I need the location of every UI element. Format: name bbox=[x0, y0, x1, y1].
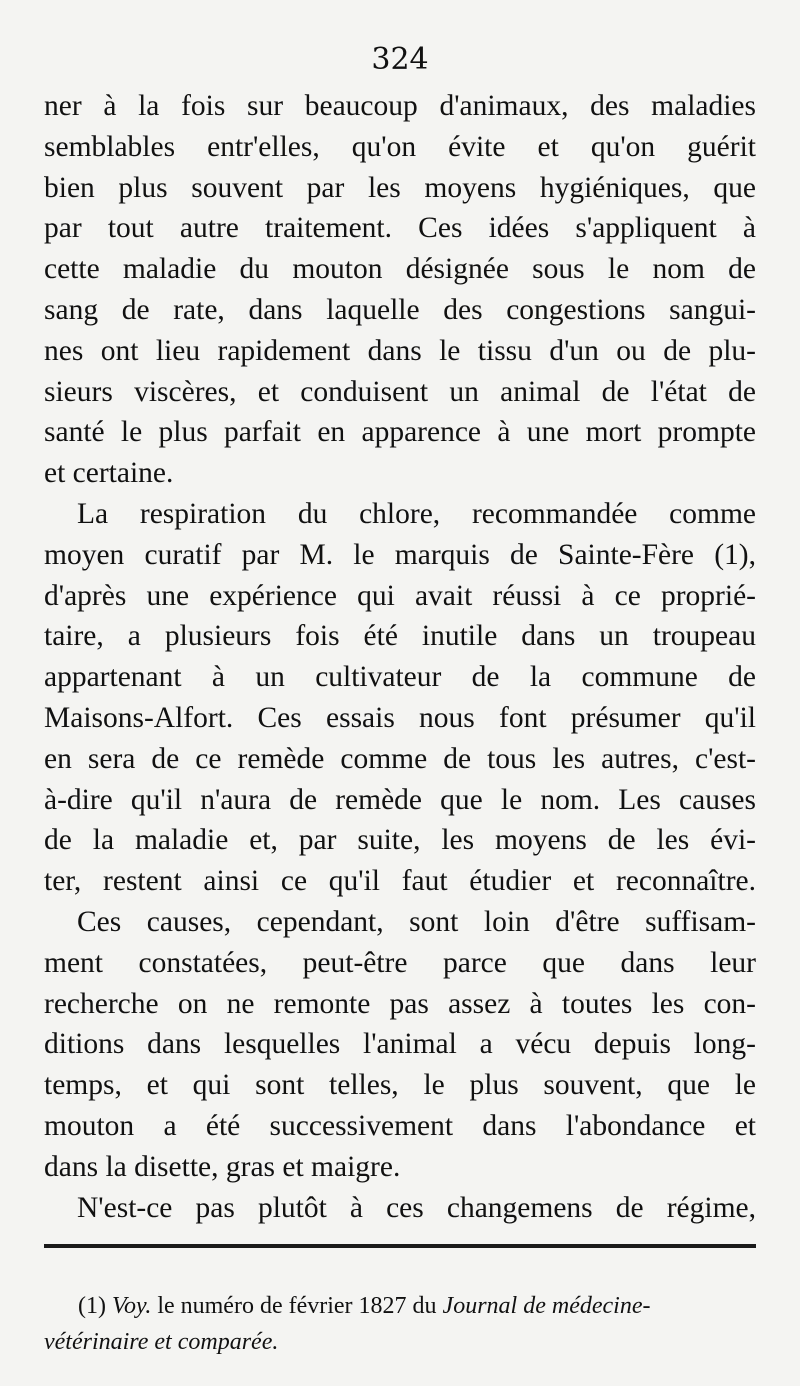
text-line: N'est-ce pas plutôt à ces changemens de régime, bbox=[77, 1191, 756, 1224]
text-line: bien plus souvent par les moyens hygiéniques, que bbox=[44, 171, 756, 204]
text-line: Maisons-Alfort. Ces essais nous font présumer qu'il bbox=[44, 701, 756, 734]
text-line: ner à la fois sur beaucoup d'animaux, des maladies bbox=[44, 90, 756, 122]
text-line: cette maladie du mouton désignée sous le nom de bbox=[44, 253, 756, 286]
footnote-line-1 bbox=[44, 1288, 756, 1324]
text-line: recherche on ne remonte pas assez à toutes les con- bbox=[44, 987, 756, 1020]
text-line: à-dire qu'il n'aura de remède que le nom. Les causes bbox=[44, 783, 756, 816]
footnote-marker: (1) bbox=[78, 1293, 106, 1319]
text-line: de la maladie et, par suite, les moyens de les évi- bbox=[44, 824, 756, 857]
text-line: ter, restent ainsi ce qu'il faut étudier et reconnaître. bbox=[44, 865, 756, 898]
text-line: santé le plus parfait en apparence à une mort prompte bbox=[44, 416, 756, 449]
page-number: 324 bbox=[371, 42, 429, 77]
text-line: Ces causes, cependant, sont loin d'être suffisam- bbox=[77, 905, 756, 938]
footnote-text: le numéro de février 1827 du bbox=[157, 1293, 437, 1319]
text-line: d'après une expérience qui avait réussi à ce proprié- bbox=[44, 579, 756, 612]
paragraph-2 bbox=[44, 494, 756, 902]
text-line: sieurs viscères, et conduisent un animal de l'état de bbox=[44, 375, 756, 408]
text-line: en sera de ce remède comme de tous les autres, c'est- bbox=[44, 742, 756, 775]
text-line: et certaine. bbox=[44, 457, 174, 490]
paragraph-3 bbox=[44, 902, 756, 1188]
text-line: sang de rate, dans laquelle des congestions sangui- bbox=[44, 293, 756, 326]
text-line: moyen curatif par M. le marquis de Sainte-Fère (1), bbox=[44, 538, 756, 571]
text-line: taire, a plusieurs fois été inutile dans un troupeau bbox=[44, 620, 756, 653]
text-line: temps, et qui sont telles, le plus souvent, que le bbox=[44, 1069, 756, 1102]
text-line: nes ont lieu rapidement dans le tissu d'un ou de plu- bbox=[44, 334, 756, 367]
body-text bbox=[44, 86, 756, 1228]
text-line: appartenant à un cultivateur de la commune de bbox=[44, 661, 756, 694]
footnote-journal-title-2: vétérinaire et comparée. bbox=[44, 1329, 279, 1355]
text-line: ment constatées, peut-être parce que dans leur bbox=[44, 946, 756, 979]
text-line: par tout autre traitement. Ces idées s'appliquent à bbox=[44, 212, 756, 245]
footnote bbox=[44, 1288, 756, 1360]
footnote-line-2 bbox=[44, 1324, 756, 1360]
text-line: semblables entr'elles, qu'on évite et qu'on guérit bbox=[44, 130, 756, 163]
footnote-journal-title-1: Journal de médecine- bbox=[442, 1293, 651, 1319]
footnote-voy: Voy. bbox=[111, 1293, 152, 1319]
paragraph-4 bbox=[44, 1188, 756, 1229]
paragraph-1 bbox=[44, 86, 756, 494]
text-line: ditions dans lesquelles l'animal a vécu depuis long- bbox=[44, 1028, 756, 1061]
text-line: La respiration du chlore, recommandée comme bbox=[77, 497, 756, 530]
footnote-divider bbox=[44, 1244, 756, 1248]
text-line: mouton a été successivement dans l'abondance et bbox=[44, 1109, 756, 1142]
text-line: dans la disette, gras et maigre. bbox=[44, 1150, 401, 1183]
